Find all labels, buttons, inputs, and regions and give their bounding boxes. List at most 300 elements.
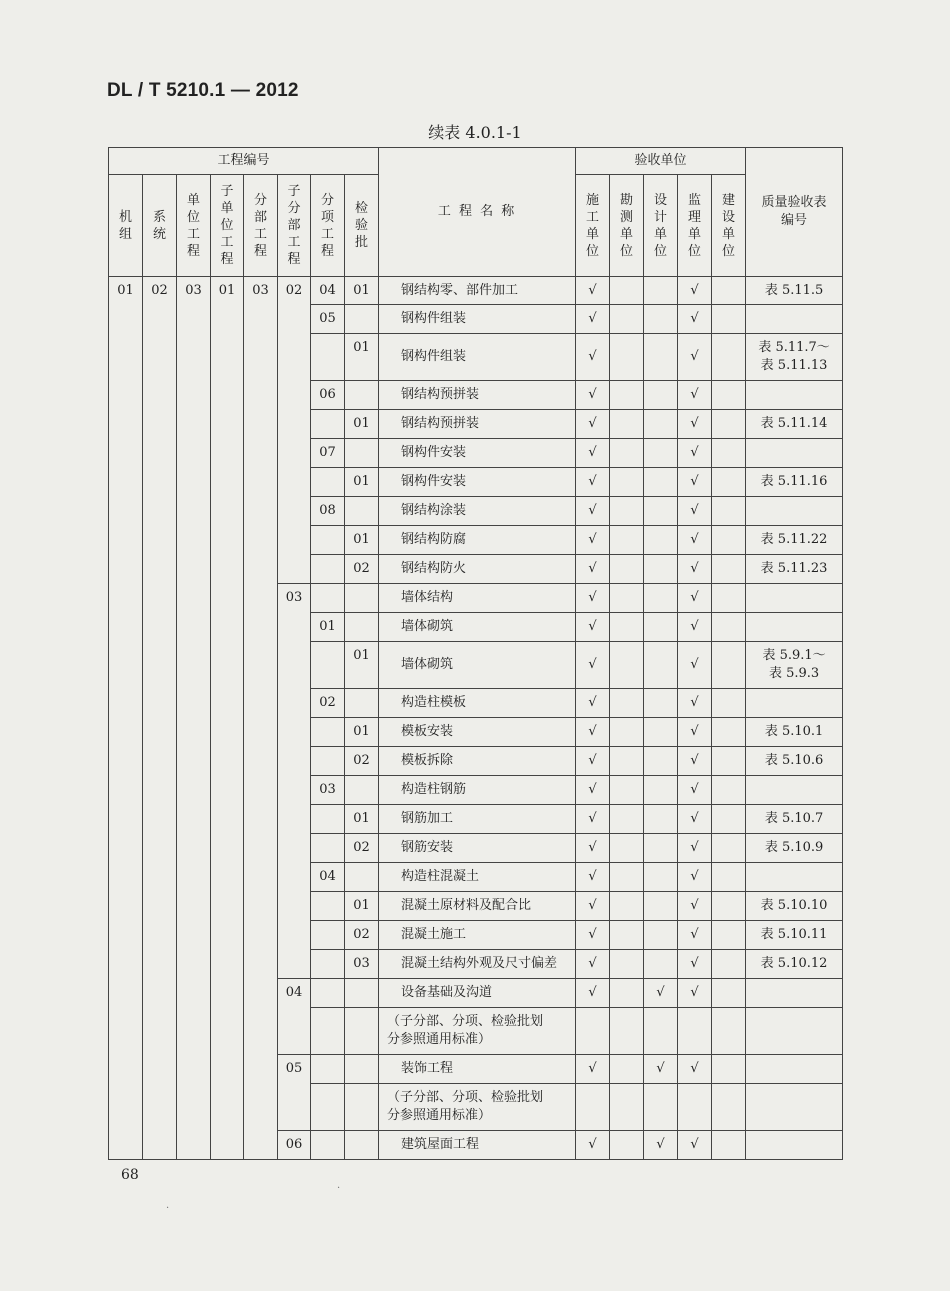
cell-design: [644, 805, 678, 834]
cell-sub-item: 03: [311, 776, 345, 805]
cell-inspection-lot: [345, 1008, 379, 1055]
cell-construction: [576, 1008, 610, 1055]
cell-project-name: [379, 1084, 576, 1131]
cell-survey: [610, 439, 644, 468]
cell-owner: [712, 1084, 746, 1131]
cell-construction: √: [576, 747, 610, 776]
cell-construction: √: [576, 381, 610, 410]
cell-survey: [610, 718, 644, 747]
cell-supervision: √: [678, 834, 712, 863]
cell-inspection-lot: 01: [345, 805, 379, 834]
header-col-design: 设计单位: [644, 175, 678, 277]
cell-inspection-lot: 03: [345, 950, 379, 979]
cell-project-name: [379, 979, 576, 1008]
cell-project-name: [379, 747, 576, 776]
cell-inspection-lot: 01: [345, 718, 379, 747]
cell-design: [644, 468, 678, 497]
cell-owner: [712, 921, 746, 950]
cell-owner: [712, 805, 746, 834]
project-name-text: 模板拆除: [401, 753, 454, 768]
header-col-system: 系统: [143, 175, 177, 277]
cell-sub-item: [311, 1084, 345, 1131]
cell-inspection-lot: [345, 305, 379, 334]
code-sub-division: 05: [278, 1055, 311, 1131]
cell-owner: [712, 381, 746, 410]
cell-construction: √: [576, 305, 610, 334]
cell-sub-item: [311, 555, 345, 584]
cell-design: [644, 921, 678, 950]
scan-dot: ·: [337, 1183, 341, 1194]
cell-owner: [712, 305, 746, 334]
cell-owner: [712, 468, 746, 497]
project-name-text: 钢构件安装: [401, 474, 467, 489]
cell-form-number: [746, 584, 843, 613]
cell-inspection-lot: 01: [345, 892, 379, 921]
project-name-text: 钢结构零、部件加工: [401, 282, 519, 298]
cell-form-number: [746, 776, 843, 805]
header-col-unit-group: 机组: [109, 175, 143, 277]
cell-project-name: [379, 776, 576, 805]
cell-design: [644, 1084, 678, 1131]
cell-sub-item: 04: [311, 863, 345, 892]
cell-form-number: [746, 863, 843, 892]
cell-supervision: √: [678, 381, 712, 410]
cell-inspection-lot: [345, 613, 379, 642]
project-name-text: 钢结构预拼装: [401, 387, 480, 402]
cell-sub-item: 06: [311, 381, 345, 410]
cell-inspection-lot: 02: [345, 921, 379, 950]
cell-project-name: [379, 892, 576, 921]
cell-form-number: [746, 381, 843, 410]
cell-design: √: [644, 1055, 678, 1084]
cell-design: [644, 1008, 678, 1055]
project-name-text: 构造柱模板: [401, 695, 467, 710]
cell-supervision: √: [678, 1055, 712, 1084]
cell-sub-item: [311, 526, 345, 555]
cell-form-number: 表 5.10.10: [746, 892, 843, 921]
cell-design: [644, 334, 678, 381]
cell-form-number: [746, 439, 843, 468]
cell-sub-item: [311, 334, 345, 381]
form-number-line2: 表 5.9.3: [768, 666, 820, 681]
cell-project-name: [379, 305, 576, 334]
cell-form-number: 表 5.11.23: [746, 555, 843, 584]
project-name-text: 钢结构涂装: [401, 503, 467, 518]
code-sub-division: 06: [278, 1131, 311, 1160]
cell-survey: [610, 892, 644, 921]
cell-design: [644, 718, 678, 747]
cell-survey: [610, 1008, 644, 1055]
cell-construction: √: [576, 863, 610, 892]
cell-sub-item: [311, 718, 345, 747]
project-name-text: 钢结构防火: [401, 561, 467, 576]
cell-design: [644, 834, 678, 863]
cell-inspection-lot: [345, 497, 379, 526]
cell-form-number: 表 5.10.1: [746, 718, 843, 747]
cell-survey: [610, 776, 644, 805]
cell-survey: [610, 613, 644, 642]
cell-owner: [712, 584, 746, 613]
cell-inspection-lot: [345, 863, 379, 892]
cell-supervision: [678, 1084, 712, 1131]
header-col-construction: 施工单位: [576, 175, 610, 277]
cell-form-number: [746, 613, 843, 642]
cell-construction: √: [576, 979, 610, 1008]
cell-construction: √: [576, 555, 610, 584]
cell-sub-item: [311, 805, 345, 834]
cell-survey: [610, 689, 644, 718]
cell-sub-item: [311, 1131, 345, 1160]
cell-owner: [712, 642, 746, 689]
cell-design: [644, 892, 678, 921]
cell-design: [644, 613, 678, 642]
cell-survey: [610, 497, 644, 526]
header-project-code: 工程编号: [109, 148, 379, 175]
cell-design: [644, 277, 678, 305]
cell-form-number: 表 5.10.12: [746, 950, 843, 979]
cell-supervision: √: [678, 334, 712, 381]
cell-project-name: [379, 584, 576, 613]
project-name-text: 墙体砌筑: [401, 657, 454, 672]
project-name-text-line2: 分参照通用标准）: [387, 1108, 492, 1123]
project-name-text: 钢结构防腐: [401, 532, 467, 547]
standard-code: DL / T 5210.1 — 2012: [107, 80, 299, 101]
cell-inspection-lot: 02: [345, 747, 379, 776]
cell-construction: √: [576, 718, 610, 747]
cell-construction: √: [576, 277, 610, 305]
cell-design: [644, 584, 678, 613]
cell-project-name: [379, 642, 576, 689]
cell-sub-item: [311, 410, 345, 439]
cell-owner: [712, 410, 746, 439]
cell-construction: √: [576, 468, 610, 497]
cell-owner: [712, 497, 746, 526]
cell-owner: [712, 689, 746, 718]
project-name-text: 建筑屋面工程: [401, 1137, 480, 1152]
code-sub-division: 04: [278, 979, 311, 1055]
project-name-text: 钢构件组装: [401, 311, 467, 326]
cell-owner: [712, 613, 746, 642]
project-name-text: 混凝土原材料及配合比: [401, 898, 532, 913]
cell-form-number: [746, 979, 843, 1008]
cell-inspection-lot: [345, 1055, 379, 1084]
cell-owner: [712, 863, 746, 892]
header-form-number: 质量验收表编号: [746, 148, 843, 277]
cell-survey: [610, 642, 644, 689]
cell-owner: [712, 776, 746, 805]
cell-inspection-lot: 02: [345, 834, 379, 863]
code-sub-unit-project: 01: [211, 277, 244, 1160]
project-name-text: 模板安装: [401, 724, 454, 739]
code-sub-division: 02: [278, 277, 311, 584]
cell-project-name: [379, 689, 576, 718]
cell-survey: [610, 834, 644, 863]
cell-inspection-lot: [345, 979, 379, 1008]
cell-supervision: √: [678, 950, 712, 979]
cell-form-number: 表 5.10.6: [746, 747, 843, 776]
cell-sub-item: 02: [311, 689, 345, 718]
cell-construction: √: [576, 334, 610, 381]
cell-inspection-lot: 02: [345, 555, 379, 584]
cell-construction: √: [576, 613, 610, 642]
header-col-division: 分部工程: [244, 175, 278, 277]
cell-construction: √: [576, 776, 610, 805]
cell-sub-item: 07: [311, 439, 345, 468]
cell-survey: [610, 747, 644, 776]
cell-project-name: [379, 468, 576, 497]
cell-survey: [610, 410, 644, 439]
cell-survey: [610, 334, 644, 381]
cell-form-number: 表 5.11.14: [746, 410, 843, 439]
cell-supervision: √: [678, 718, 712, 747]
cell-project-name: [379, 1131, 576, 1160]
cell-project-name: [379, 863, 576, 892]
cell-form-number: [746, 1008, 843, 1055]
cell-owner: [712, 979, 746, 1008]
cell-project-name: [379, 834, 576, 863]
project-name-text: 设备基础及沟道: [401, 985, 493, 1000]
cell-form-number: 表 5.11.5: [746, 277, 843, 305]
code-system: 02: [143, 277, 177, 1160]
cell-survey: [610, 950, 644, 979]
cell-form-number: 表 5.11.22: [746, 526, 843, 555]
cell-project-name: [379, 613, 576, 642]
cell-survey: [610, 277, 644, 305]
cell-design: [644, 747, 678, 776]
cell-supervision: √: [678, 979, 712, 1008]
cell-survey: [610, 805, 644, 834]
cell-design: [644, 776, 678, 805]
cell-form-number: [746, 1055, 843, 1084]
cell-construction: √: [576, 950, 610, 979]
cell-project-name: [379, 410, 576, 439]
cell-construction: √: [576, 497, 610, 526]
header-col-sub-item: 分项工程: [311, 175, 345, 277]
project-name-text: 钢筋加工: [401, 811, 454, 826]
project-name-text: 钢构件组装: [401, 349, 467, 364]
cell-inspection-lot: 01: [345, 642, 379, 689]
header-project-name: 工 程 名 称: [379, 148, 576, 277]
cell-construction: √: [576, 410, 610, 439]
cell-design: [644, 410, 678, 439]
cell-construction: √: [576, 584, 610, 613]
cell-supervision: √: [678, 776, 712, 805]
cell-design: [644, 381, 678, 410]
cell-supervision: √: [678, 921, 712, 950]
cell-owner: [712, 834, 746, 863]
cell-project-name: [379, 1055, 576, 1084]
cell-form-number: [746, 642, 843, 689]
cell-owner: [712, 892, 746, 921]
cell-survey: [610, 468, 644, 497]
cell-sub-item: 04: [311, 277, 345, 305]
cell-supervision: √: [678, 613, 712, 642]
cell-construction: [576, 1084, 610, 1131]
cell-inspection-lot: 01: [345, 526, 379, 555]
cell-survey: [610, 1131, 644, 1160]
cell-survey: [610, 526, 644, 555]
cell-survey: [610, 1084, 644, 1131]
cell-design: √: [644, 1131, 678, 1160]
project-name-text: 钢构件安装: [401, 445, 467, 460]
cell-supervision: √: [678, 277, 712, 305]
cell-construction: √: [576, 834, 610, 863]
cell-construction: √: [576, 805, 610, 834]
cell-form-number: [746, 1131, 843, 1160]
table-caption: 续表 4.0.1-1: [428, 123, 522, 142]
cell-sub-item: [311, 1055, 345, 1084]
cell-form-number: 表 5.10.11: [746, 921, 843, 950]
cell-project-name: [379, 555, 576, 584]
cell-owner: [712, 747, 746, 776]
code-sub-division: 03: [278, 584, 311, 979]
cell-supervision: √: [678, 555, 712, 584]
project-name-text: （子分部、分项、检验批划: [387, 1090, 544, 1105]
cell-project-name: [379, 950, 576, 979]
cell-form-number: [746, 305, 843, 334]
cell-form-number: 表 5.10.7: [746, 805, 843, 834]
cell-sub-item: [311, 747, 345, 776]
cell-survey: [610, 584, 644, 613]
cell-sub-item: [311, 979, 345, 1008]
cell-supervision: [678, 1008, 712, 1055]
cell-owner: [712, 334, 746, 381]
header-col-inspection-lot: 检验批: [345, 175, 379, 277]
cell-project-name: [379, 381, 576, 410]
cell-survey: [610, 979, 644, 1008]
project-name-text: 装饰工程: [401, 1061, 454, 1076]
project-name-text: 构造柱混凝土: [401, 869, 480, 884]
cell-form-number: [746, 689, 843, 718]
project-name-text: 墙体结构: [401, 590, 454, 605]
form-number-line1: 表 5.11.7～: [758, 340, 830, 355]
cell-project-name: [379, 718, 576, 747]
cell-sub-item: [311, 642, 345, 689]
code-unit-project: 03: [177, 277, 211, 1160]
cell-supervision: √: [678, 439, 712, 468]
cell-form-number: 表 5.10.9: [746, 834, 843, 863]
cell-construction: √: [576, 526, 610, 555]
cell-design: √: [644, 979, 678, 1008]
cell-owner: [712, 526, 746, 555]
cell-design: [644, 439, 678, 468]
cell-project-name: [379, 334, 576, 381]
cell-design: [644, 689, 678, 718]
code-unit-group: 01: [109, 277, 143, 1160]
code-division: 03: [244, 277, 278, 1160]
cell-inspection-lot: [345, 776, 379, 805]
cell-construction: √: [576, 1055, 610, 1084]
header-col-unit-project: 单位工程: [177, 175, 211, 277]
cell-project-name: [379, 497, 576, 526]
cell-inspection-lot: 01: [345, 468, 379, 497]
acceptance-table: [108, 147, 843, 1160]
cell-sub-item: 08: [311, 497, 345, 526]
table-row: [109, 277, 843, 305]
cell-form-number: [746, 497, 843, 526]
project-name-text: 混凝土施工: [401, 927, 467, 942]
cell-owner: [712, 1055, 746, 1084]
cell-design: [644, 497, 678, 526]
cell-form-number: 表 5.11.16: [746, 468, 843, 497]
cell-design: [644, 305, 678, 334]
cell-project-name: [379, 439, 576, 468]
cell-supervision: √: [678, 468, 712, 497]
cell-supervision: √: [678, 747, 712, 776]
cell-inspection-lot: [345, 381, 379, 410]
cell-construction: √: [576, 921, 610, 950]
cell-supervision: √: [678, 805, 712, 834]
form-number-line1: 表 5.9.1～: [762, 648, 826, 663]
cell-project-name: [379, 277, 576, 305]
cell-survey: [610, 305, 644, 334]
cell-inspection-lot: [345, 439, 379, 468]
project-name-text: 钢筋安装: [401, 840, 454, 855]
header-col-supervision: 监理单位: [678, 175, 712, 277]
cell-supervision: √: [678, 497, 712, 526]
cell-project-name: [379, 1008, 576, 1055]
cell-owner: [712, 555, 746, 584]
cell-supervision: √: [678, 689, 712, 718]
cell-form-number: [746, 334, 843, 381]
header-col-sub-unit-project: 子单位工程: [211, 175, 244, 277]
cell-survey: [610, 1055, 644, 1084]
cell-sub-item: [311, 921, 345, 950]
cell-inspection-lot: 01: [345, 334, 379, 381]
scan-dot: ·: [166, 1203, 170, 1214]
cell-supervision: √: [678, 584, 712, 613]
cell-construction: √: [576, 892, 610, 921]
cell-design: [644, 526, 678, 555]
cell-owner: [712, 1008, 746, 1055]
cell-construction: √: [576, 439, 610, 468]
cell-sub-item: [311, 468, 345, 497]
project-name-text: 混凝土结构外观及尺寸偏差: [401, 956, 558, 971]
cell-survey: [610, 381, 644, 410]
cell-inspection-lot: [345, 1084, 379, 1131]
cell-construction: √: [576, 642, 610, 689]
cell-survey: [610, 863, 644, 892]
cell-survey: [610, 555, 644, 584]
header-col-sub-division: 子分部工程: [278, 175, 311, 277]
cell-inspection-lot: [345, 584, 379, 613]
cell-sub-item: [311, 834, 345, 863]
cell-supervision: √: [678, 410, 712, 439]
cell-sub-item: 01: [311, 613, 345, 642]
cell-project-name: [379, 805, 576, 834]
cell-owner: [712, 950, 746, 979]
cell-owner: [712, 718, 746, 747]
cell-supervision: √: [678, 892, 712, 921]
header-col-owner: 建设单位: [712, 175, 746, 277]
project-name-text-line2: 分参照通用标准）: [387, 1032, 492, 1047]
cell-form-number: [746, 1084, 843, 1131]
cell-inspection-lot: 01: [345, 410, 379, 439]
cell-supervision: √: [678, 305, 712, 334]
cell-inspection-lot: [345, 1131, 379, 1160]
header-col-survey: 勘测单位: [610, 175, 644, 277]
form-number-line2: 表 5.11.13: [760, 358, 828, 373]
cell-owner: [712, 439, 746, 468]
cell-sub-item: [311, 1008, 345, 1055]
project-name-text: 墙体砌筑: [401, 619, 454, 634]
cell-supervision: √: [678, 1131, 712, 1160]
cell-design: [644, 642, 678, 689]
cell-supervision: √: [678, 642, 712, 689]
project-name-text: （子分部、分项、检验批划: [387, 1014, 544, 1029]
cell-project-name: [379, 921, 576, 950]
cell-project-name: [379, 526, 576, 555]
